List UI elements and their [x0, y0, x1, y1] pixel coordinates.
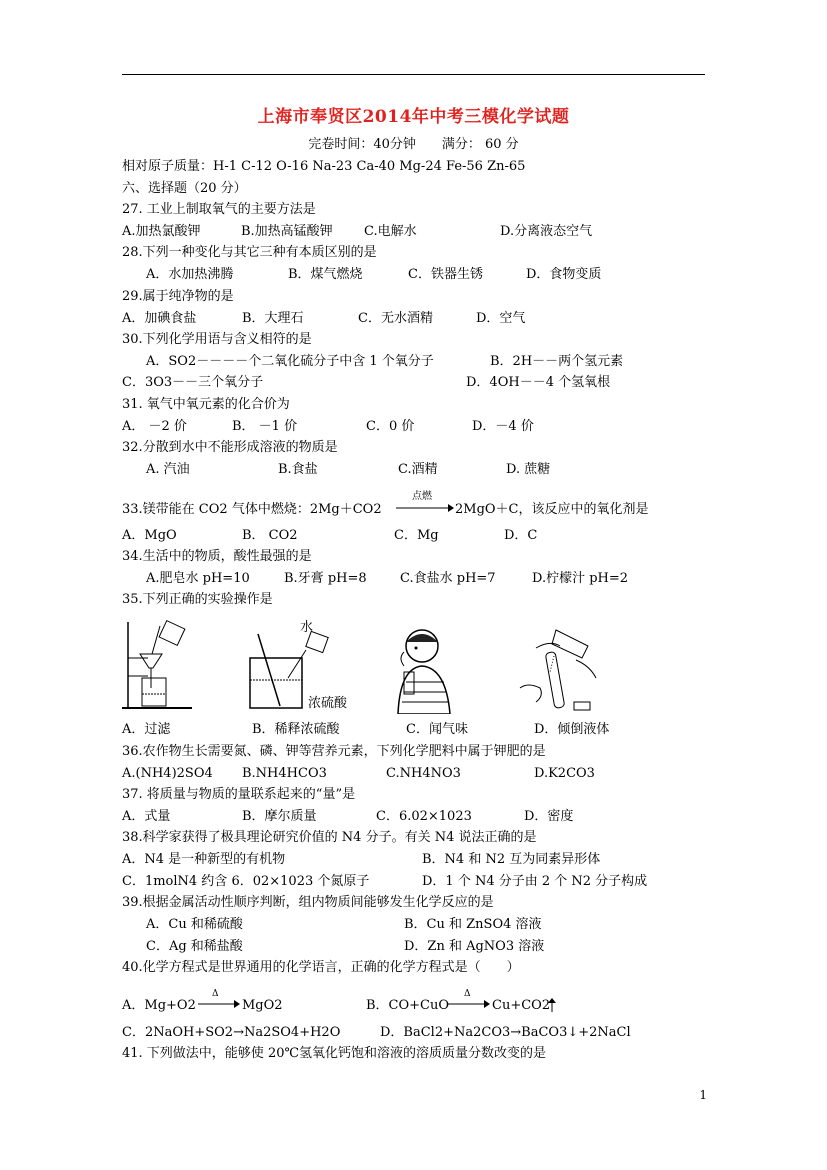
q40-option-c: C．2NaOH+SO2→Na2SO4+H2O — [122, 1025, 341, 1040]
q33-stem-pre: 33.镁带能在 CO2 气体中燃烧：2Mg＋CO2 — [122, 502, 382, 517]
q40-a-reaction-arrow — [198, 998, 240, 1010]
q29-stem: 29.属于纯净物的是 — [122, 289, 234, 304]
atomic-masses: 相对原子质量：H-1 C-12 O-16 Na-23 Ca-40 Mg-24 Fe-56 Zn-65 — [122, 159, 526, 174]
pouring-liquid-figure — [516, 626, 602, 714]
q27-option-d: D.分离液态空气 — [500, 224, 593, 239]
q37-option-d: D．密度 — [524, 809, 574, 824]
q34-option-a: A.肥皂水 pH=10 — [146, 571, 250, 586]
q37-option-a: A．式量 — [122, 809, 171, 824]
q39-option-d: D．Zn 和 AgNO3 溶液 — [404, 939, 545, 954]
q40-b-heat-symbol: Δ — [464, 989, 471, 999]
q40-option-b-reactants: B．CO+CuO — [366, 998, 450, 1013]
q34-option-c: C.食盐水 pH=7 — [400, 571, 496, 586]
header-rule — [122, 74, 705, 75]
q37-option-b: B．摩尔质量 — [242, 809, 317, 824]
q27-option-a: A.加热氯酸钾 — [122, 224, 201, 239]
q35-option-a: A．过滤 — [122, 722, 171, 737]
q38-option-b: B．N4 和 N2 互为同素异形体 — [422, 852, 601, 867]
gas-up-arrow-icon — [548, 998, 556, 1012]
q33-stem-post: 2MgO＋C，该反应中的氧化剂是 — [455, 502, 649, 517]
q28-option-a: A．水加热沸腾 — [146, 267, 234, 282]
q33-option-a: A．MgO — [122, 528, 177, 543]
q35-option-c: C．闻气味 — [406, 722, 468, 737]
page-number: 1 — [699, 1088, 707, 1102]
q28-option-c: C．铁器生锈 — [408, 267, 483, 282]
q39-option-a: A．Cu 和稀硫酸 — [146, 917, 243, 932]
q38-option-d: D．1 个 N4 分子由 2 个 N2 分子构成 — [422, 874, 648, 889]
q27-stem: 27. 工业上制取氧气的主要方法是 — [122, 202, 316, 217]
q34-stem: 34.生活中的物质，酸性最强的是 — [122, 549, 312, 564]
q33-option-c: C．Mg — [394, 528, 439, 543]
q33-reaction-arrow — [396, 502, 454, 514]
q39-stem: 39.根据金属活动性顺序判断，组内物质间能够发生化学反应的是 — [122, 895, 494, 910]
q41-stem: 41. 下列做法中，能够使 20℃氢氧化钙饱和溶液的溶质质量分数改变的是 — [122, 1046, 547, 1061]
q35-stem: 35.下列正确的实验操作是 — [122, 592, 273, 607]
q30-option-b: B．2H－－两个氢元素 — [490, 354, 624, 369]
q36-stem: 36.农作物生长需要氮、磷、钾等营养元素，下列化学肥料中属于钾肥的是 — [122, 744, 546, 759]
q31-option-c: C．0 价 — [366, 419, 415, 434]
q32-option-c: C.酒精 — [398, 462, 438, 477]
q36-option-a: A.(NH4)2SO4 — [122, 766, 213, 781]
q30-option-a: A．SO2－－－－个二氧化硫分子中含 1 个氧分子 — [146, 354, 434, 369]
q40-a-heat-symbol: Δ — [212, 989, 219, 999]
q31-option-a: A． －2 价 — [122, 419, 187, 434]
q31-stem: 31. 氧气中氧元素的化合价为 — [122, 397, 290, 412]
q32-option-d: D. 蔗糖 — [506, 462, 551, 477]
exam-info: 完卷时间：40分钟 满分： 60 分 — [308, 137, 519, 152]
q32-option-a: A. 汽油 — [146, 462, 190, 477]
q39-option-b: B．Cu 和 ZnSO4 溶液 — [404, 917, 542, 932]
q36-option-b: B.NH4HCO3 — [242, 766, 327, 781]
q29-option-d: D．空气 — [476, 311, 526, 326]
q40-option-b-products: Cu+CO2 — [492, 998, 551, 1013]
figure-label-water: 水 — [300, 620, 314, 635]
q29-option-c: C．无水酒精 — [358, 311, 433, 326]
q39-option-c: C．Ag 和稀盐酸 — [146, 939, 243, 954]
q36-option-d: D.K2CO3 — [534, 766, 595, 781]
q38-stem: 38.科学家获得了极具理论研究价值的 N4 分子。有关 N4 说法正确的是 — [122, 830, 537, 845]
q29-option-a: A．加碘食盐 — [122, 311, 197, 326]
page-title: 上海市奉贤区2014年中考三模化学试题 — [257, 107, 570, 127]
q30-stem: 30.下列化学用语与含义相符的是 — [122, 332, 312, 347]
q37-option-c: C．6.02×1023 — [376, 809, 472, 824]
q33-option-b: B． CO2 — [242, 528, 298, 543]
q29-option-b: B．大理石 — [242, 311, 304, 326]
q36-option-c: C.NH4NO3 — [386, 766, 461, 781]
q40-option-d: D．BaCl2+Na2CO3→BaCO3↓+2NaCl — [380, 1025, 631, 1040]
q30-option-c: C．3O3－－三个氧分子 — [122, 375, 264, 390]
q30-option-d: D．4OH－－4 个氢氧根 — [466, 375, 611, 390]
q33-option-d: D．C — [504, 528, 538, 543]
q28-option-d: D．食物变质 — [526, 267, 602, 282]
q40-option-a-products: MgO2 — [242, 998, 283, 1013]
q35-option-d: D．倾倒液体 — [534, 722, 610, 737]
q31-option-b: B． －1 价 — [232, 419, 298, 434]
figure-label-acid: 浓硫酸 — [308, 696, 348, 711]
q35-option-b: B．稀释浓硫酸 — [252, 722, 340, 737]
q32-stem: 32.分散到水中不能形成溶液的物质是 — [122, 440, 338, 455]
q40-option-a-reactants: A．Mg+O2 — [122, 998, 196, 1013]
q27-option-c: C.电解水 — [364, 224, 417, 239]
q40-b-reaction-arrow — [448, 998, 490, 1010]
q38-option-a: A．N4 是一种新型的有机物 — [122, 852, 286, 867]
q38-option-c: C．1molN4 约含 6．02×1023 个氮原子 — [122, 874, 370, 889]
q31-option-d: D．－4 价 — [472, 419, 534, 434]
q40-stem: 40.化学方程式是世界通用的化学语言，正确的化学方程式是（ ） — [122, 960, 520, 975]
filtration-apparatus-figure — [122, 618, 202, 714]
q34-option-b: B.牙膏 pH=8 — [284, 571, 367, 586]
q37-stem: 37. 将质量与物质的量联系起来的“量”是 — [122, 787, 356, 802]
q33-reaction-condition: 点燃 — [412, 491, 432, 502]
q27-option-b: B.加热高锰酸钾 — [241, 224, 333, 239]
q28-stem: 28.下列一种变化与其它三种有本质区别的是 — [122, 245, 377, 260]
q32-option-b: B.食盐 — [278, 462, 318, 477]
section-heading: 六、选择题（20 分） — [122, 181, 247, 196]
q28-option-b: B．煤气燃烧 — [288, 267, 363, 282]
smelling-gas-figure — [384, 622, 476, 714]
q34-option-d: D.柠檬汁 pH=2 — [532, 571, 629, 586]
